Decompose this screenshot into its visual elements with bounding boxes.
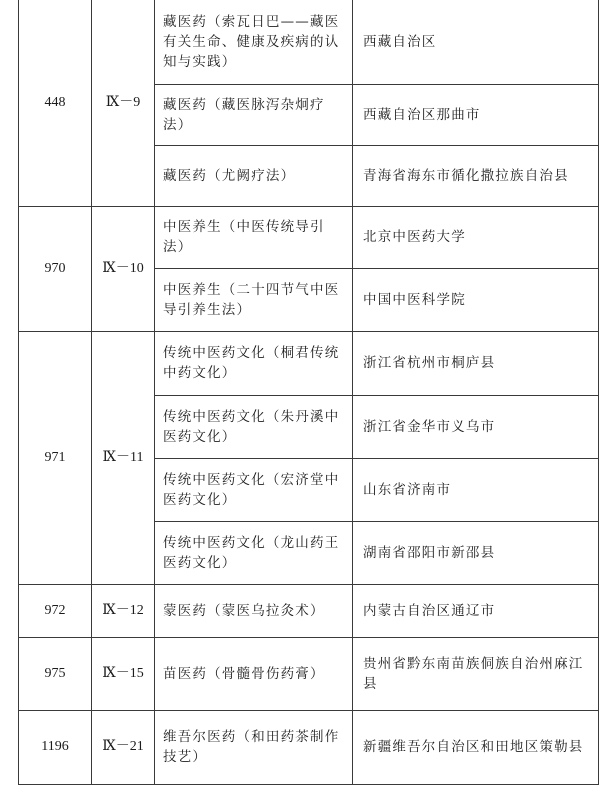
category-code-cell: Ⅸ－12	[92, 584, 155, 637]
applicant-area-cell: 西藏自治区	[353, 0, 599, 84]
project-name-cell: 传统中医药文化（龙山药王医药文化）	[155, 521, 353, 584]
applicant-area-cell: 中国中医科学院	[353, 268, 599, 331]
applicant-area-cell: 山东省济南市	[353, 458, 599, 521]
category-code-cell: Ⅸ－11	[92, 331, 155, 584]
heritage-list-table	[18, 0, 599, 785]
category-code-cell: Ⅸ－15	[92, 637, 155, 710]
applicant-area-cell: 西藏自治区那曲市	[353, 84, 599, 145]
table-row	[19, 637, 599, 710]
project-name-cell: 传统中医药文化（朱丹溪中医药文化）	[155, 395, 353, 458]
applicant-area-cell: 北京中医药大学	[353, 206, 599, 268]
applicant-area-cell: 浙江省杭州市桐庐县	[353, 331, 599, 395]
project-name-cell: 藏医药（索瓦日巴——藏医有关生命、健康及疾病的认知与实践）	[155, 0, 353, 84]
applicant-area-cell: 贵州省黔东南苗族侗族自治州麻江县	[353, 637, 599, 710]
applicant-area-cell: 内蒙古自治区通辽市	[353, 584, 599, 637]
project-name-cell: 中医养生（中医传统导引法）	[155, 206, 353, 268]
table-row	[19, 584, 599, 637]
serial-number-cell: 1196	[19, 710, 92, 784]
project-name-cell: 传统中医药文化（宏济堂中医药文化）	[155, 458, 353, 521]
serial-number-cell: 972	[19, 584, 92, 637]
applicant-area-cell: 新疆维吾尔自治区和田地区策勒县	[353, 710, 599, 784]
table-row	[19, 331, 599, 395]
project-name-cell: 藏医药（藏医脉泻杂炯疗法）	[155, 84, 353, 145]
serial-number-cell: 448	[19, 0, 92, 206]
project-name-cell: 中医养生（二十四节气中医导引养生法）	[155, 268, 353, 331]
serial-number-cell: 975	[19, 637, 92, 710]
table-row	[19, 206, 599, 268]
category-code-cell: Ⅸ－21	[92, 710, 155, 784]
project-name-cell: 维吾尔医药（和田药茶制作技艺）	[155, 710, 353, 784]
project-name-cell: 传统中医药文化（桐君传统中药文化）	[155, 331, 353, 395]
applicant-area-cell: 湖南省邵阳市新邵县	[353, 521, 599, 584]
table-row	[19, 710, 599, 784]
project-name-cell: 藏医药（尤阙疗法）	[155, 145, 353, 206]
category-code-cell: Ⅸ－9	[92, 0, 155, 206]
project-name-cell: 苗医药（骨髓骨伤药膏）	[155, 637, 353, 710]
project-name-cell: 蒙医药（蒙医乌拉灸术）	[155, 584, 353, 637]
table-row	[19, 0, 599, 84]
applicant-area-cell: 青海省海东市循化撒拉族自治县	[353, 145, 599, 206]
serial-number-cell: 971	[19, 331, 92, 584]
applicant-area-cell: 浙江省金华市义乌市	[353, 395, 599, 458]
category-code-cell: Ⅸ－10	[92, 206, 155, 331]
serial-number-cell: 970	[19, 206, 92, 331]
